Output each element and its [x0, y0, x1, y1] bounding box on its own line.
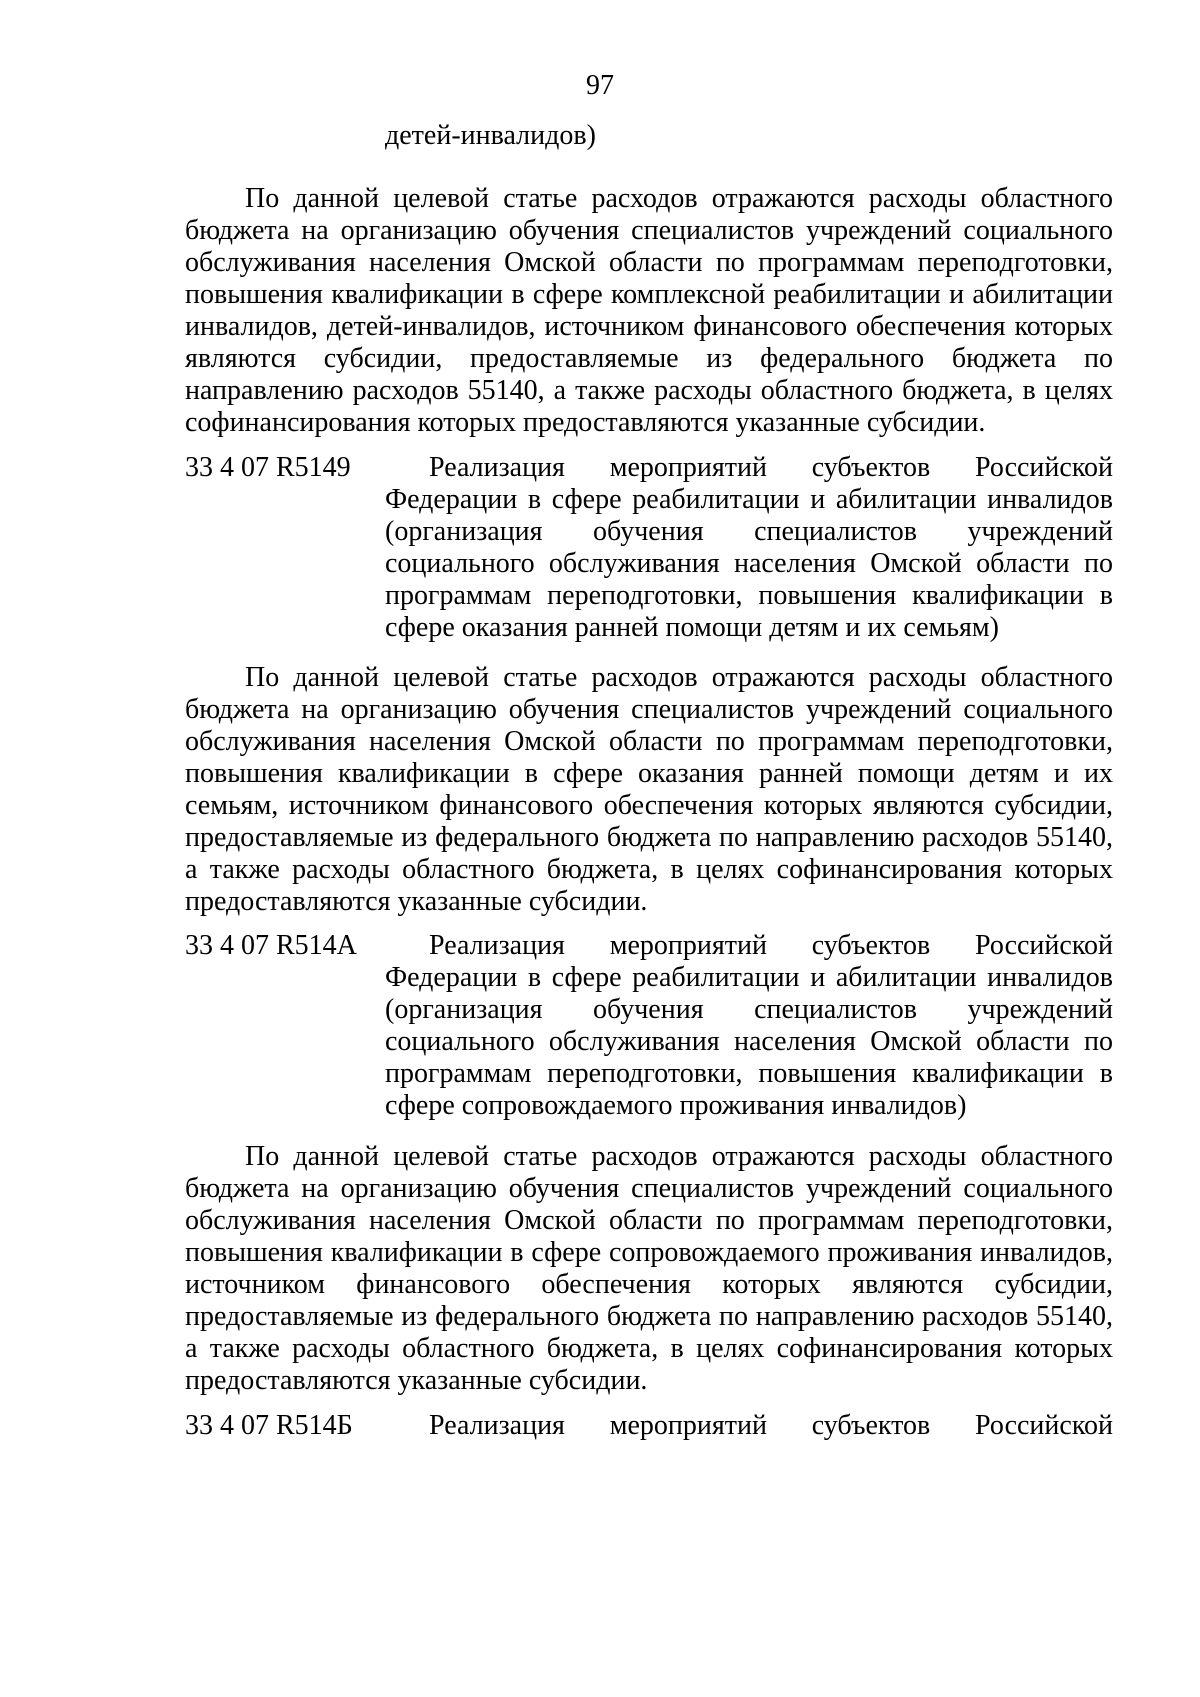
page-number: 97 [586, 70, 614, 101]
entry-text-3: Реализация мероприятий субъектов Российской [429, 1410, 1113, 1441]
paragraph-3: По данной целевой статье расходов отражаются расходы областного бюджета на организацию обучения специалистов учреждений социального обслуживания населения Омской области по программам переподготовки, повышения квалификации в сфере сопровождаемого проживания инвалидов, источником финансового обеспечения которых являются субсидии, предоставляемые из федерального бюджета по направлению расходов 55140, а также расходы областного бюджета, в целях софинансирования которых предоставляются указанные субсидии. [185, 1141, 1113, 1396]
entry-code-2: 33 4 07 R514A [185, 930, 357, 961]
entry-code-3: 33 4 07 R514Б [185, 1410, 353, 1441]
continuation-text: детей-инвалидов) [385, 120, 596, 151]
entry-text-2: Реализация мероприятий субъектов Российской Федерации в сфере реабилитации и абилитации инвалидов (организация обучения специалистов учреждений социального обслуживания населения Омской области по программам переподготовки, повышения квалификации в сфере сопровождаемого проживания инвалидов) [385, 930, 1113, 1121]
entry-code-1: 33 4 07 R5149 [185, 452, 351, 483]
paragraph-2: По данной целевой статье расходов отражаются расходы областного бюджета на организацию обучения специалистов учреждений социального обслуживания населения Омской области по программам переподготовки, повышения квалификации в сфере оказания ранней помощи детям и их семьям, источником финансового обеспечения которых являются субсидии, предоставляемые из федерального бюджета по направлению расходов 55140, а также расходы областного бюджета, в целях софинансирования которых предоставляются указанные субсидии. [185, 662, 1113, 917]
entry-text-1: Реализация мероприятий субъектов Российской Федерации в сфере реабилитации и абилитации инвалидов (организация обучения специалистов учреждений социального обслуживания населения Омской области по программам переподготовки, повышения квалификации в сфере оказания ранней помощи детям и их семьям) [385, 452, 1113, 643]
paragraph-1: По данной целевой статье расходов отражаются расходы областного бюджета на организацию обучения специалистов учреждений социального обслуживания населения Омской области по программам переподготовки, повышения квалификации в сфере комплексной реабилитации и абилитации инвалидов, детей-инвалидов, источником финансового обеспечения которых являются субсидии, предоставляемые из федерального бюджета по направлению расходов 55140, а также расходы областного бюджета, в целях софинансирования которых предоставляются указанные субсидии. [185, 183, 1113, 438]
